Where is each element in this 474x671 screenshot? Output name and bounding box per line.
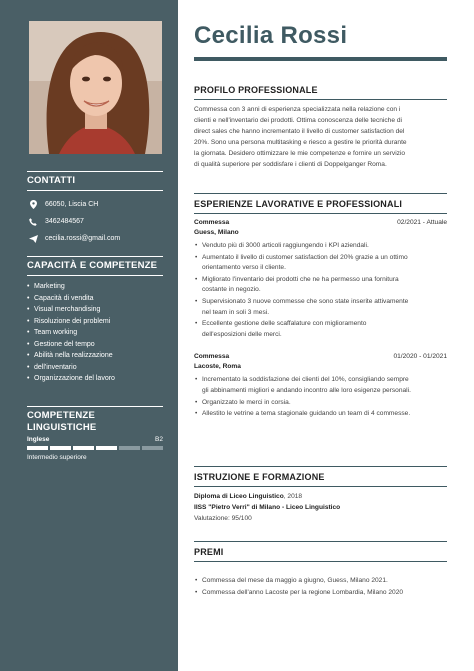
sidebar: [0, 0, 178, 671]
language-name: Inglese: [27, 436, 50, 443]
job-dates: 02/2021 - Attuale: [397, 219, 447, 226]
address-row: [27, 196, 163, 213]
level-segment: [119, 446, 140, 450]
phone-icon: [27, 217, 39, 227]
job-bullet: [194, 275, 447, 296]
bullet-line: • Eccellente gestione delle scaffalature con miglioramento: [202, 320, 367, 328]
profile-line: di qualità superiore per soddisfare i clienti di Doppelganger Roma.: [194, 161, 387, 169]
contacts-heading: CONTATTI: [27, 171, 163, 191]
job-entry: [194, 218, 447, 340]
profile-section: [194, 84, 447, 171]
profile-line: direct sales che hanno incrementato il livello di customer satisfaction del: [194, 128, 405, 136]
job-bullet: [194, 375, 447, 396]
skill-item: • Visual merchandising: [27, 304, 163, 316]
job-bullet: [194, 253, 447, 274]
profile-heading: PROFILO PROFESSIONALE: [194, 84, 447, 100]
bullet-line: dell'esposizioni delle merci.: [202, 330, 282, 338]
job-place: Guess, Milano: [194, 229, 239, 236]
school-name: IISS "Pietro Verri" di Milano - Liceo Linguistico: [194, 504, 341, 511]
bullet-line: gli abbinamenti migliori e andando incontro alle loro esigenze personali.: [202, 386, 411, 394]
skill-item: • Organizzazione del lavoro: [27, 373, 163, 385]
language-description: Intermedio superiore: [27, 454, 87, 461]
candidate-name: Cecilia Rossi: [194, 22, 348, 49]
job-bullet: [194, 319, 447, 340]
degree-line: [194, 491, 447, 502]
job-bullets: [194, 241, 447, 340]
experience-section: [194, 193, 447, 421]
profile-line: 20%. Sono una persona multitasking e riesco a gestire le priorità durante: [194, 139, 407, 147]
skill-item: • Marketing: [27, 281, 163, 293]
portrait-image: [29, 21, 162, 154]
skills-list: [27, 281, 163, 385]
job-bullet: [194, 241, 447, 252]
job-bullet: [194, 409, 447, 420]
languages-heading-line2: LINGUISTICHE: [27, 422, 97, 433]
awards-heading: PREMI: [194, 541, 447, 562]
bullet-line: • Organizzato le merci in corsia.: [202, 398, 291, 406]
bullet-line: costante in negozio.: [202, 286, 261, 294]
awards-list: [194, 576, 447, 598]
job-role: Commessa: [194, 353, 230, 361]
skill-item: • Capacità di vendita: [27, 293, 163, 305]
level-segment: [96, 446, 117, 450]
address-text: 66050, Liscia CH: [45, 201, 99, 208]
profile-photo: [29, 21, 162, 154]
job-bullet: [194, 398, 447, 409]
bullet-line: orientamento verso il cliente.: [202, 264, 286, 272]
skills-heading: CAPACITÀ E COMPETENZE: [27, 256, 163, 276]
language-level-bar: [27, 446, 163, 450]
email-link[interactable]: cecilia.rossi@gmail.com: [45, 235, 121, 242]
location-pin-icon: [27, 200, 39, 210]
experience-heading: ESPERIENZE LAVORATIVE E PROFESSIONALI: [194, 193, 447, 214]
email-row[interactable]: [27, 230, 163, 247]
name-divider: [194, 57, 447, 61]
bullet-line: nel team in soli 3 mesi.: [202, 308, 270, 316]
school-line: [194, 502, 447, 513]
languages-heading: [27, 406, 163, 434]
degree-name: Diploma di Liceo Linguistico: [194, 493, 284, 500]
languages-heading-line1: COMPETENZE: [27, 410, 95, 421]
job-place: Lacoste, Roma: [194, 363, 241, 371]
skills-section: [27, 256, 163, 385]
job-bullet: [194, 297, 447, 318]
degree-year: , 2018: [283, 493, 303, 500]
phone-text: 3462484567: [45, 218, 84, 225]
job-role: Commessa: [194, 219, 230, 226]
bullet-line: • Allestito le vetrine a tema stagionale guidando un team di 4 commesse.: [202, 410, 411, 418]
language-row: [27, 436, 163, 443]
job-header: [194, 352, 447, 362]
profile-line: Commessa con 3 anni di esperienza specializzata nella relazione con i: [194, 106, 401, 113]
grade-line: Valutazione: 95/100: [194, 515, 252, 522]
bullet-line: • Incrementato la soddisfazione dei clienti del 10%, consigliando sempre: [202, 376, 409, 384]
job-dates: 01/2020 - 01/2021: [393, 353, 447, 361]
skill-item: • Team working: [27, 327, 163, 339]
phone-row: [27, 213, 163, 230]
send-icon: [27, 234, 39, 244]
skill-item: • Abilità nella realizzazione: [27, 350, 163, 362]
awards-section: [194, 541, 447, 599]
award-item: • Commessa del mese da maggio a giugno, Guess, Milano 2021.: [194, 576, 447, 587]
bullet-line: • Migliorato l'inventario dei prodotti che ne ha permesso una fornitura: [202, 275, 399, 283]
level-segment: [50, 446, 71, 450]
skill-item: • Risoluzione dei problemi: [27, 316, 163, 328]
job-entry: [194, 352, 447, 419]
level-segment: [73, 446, 94, 450]
language-level: B2: [155, 436, 163, 443]
bullet-line: • Supervisionato 3 nuove commesse che sono state inserite attivamente: [202, 297, 409, 305]
bullet-line: • Venduto più di 3000 articoli raggiungendo i KPI aziendali.: [202, 242, 369, 249]
education-heading: ISTRUZIONE E FORMAZIONE: [194, 466, 447, 487]
job-header: [194, 218, 447, 228]
profile-line: la giornata. Desidero ottimizzare le mie competenze e fornire un servizio: [194, 150, 406, 158]
bullet-line: • Aumentato il livello di customer satisfaction del 20% grazie a un ottimo: [202, 253, 408, 261]
profile-line: clienti e nell'inventario dei prodotti. Ottima conoscenza delle tecniche di: [194, 117, 402, 125]
level-segment: [27, 446, 48, 450]
award-item: • Commessa dell'anno Lacoste per la regione Lombardia, Milano 2020: [194, 588, 447, 599]
education-section: [194, 466, 447, 524]
job-bullets: [194, 375, 447, 419]
skill-item-continuation: • dell'inventario: [27, 362, 163, 374]
skill-item: • Gestione del tempo: [27, 339, 163, 351]
level-segment: [142, 446, 163, 450]
contacts-section: [27, 171, 163, 247]
languages-section: [27, 406, 163, 461]
profile-text: [194, 104, 447, 171]
